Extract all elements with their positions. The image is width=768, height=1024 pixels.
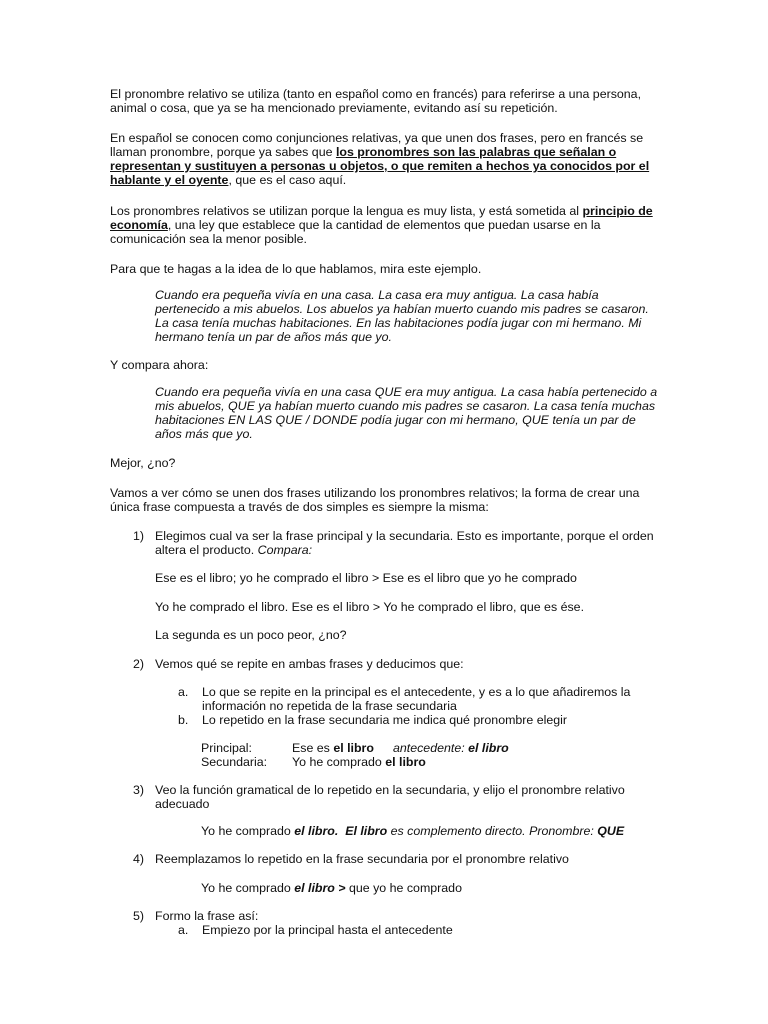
- compara-label: Compara:: [257, 543, 313, 557]
- step4-example: [201, 881, 660, 895]
- step-number: 3): [133, 783, 145, 797]
- step5-text: Formo la frase así:: [155, 909, 259, 923]
- example-bold: el libro.: [294, 824, 339, 838]
- step2-text: Vemos qué se repite en ambas frases y deducimos que:: [155, 657, 464, 671]
- repeated-word: el libro: [385, 755, 426, 769]
- step1-example-b: Yo he comprado el libro. Ese es el libro > Yo he comprado el libro, que es ése.: [155, 600, 585, 614]
- pronoun-que: QUE: [597, 824, 625, 838]
- step2-b-text: Lo repetido en la frase secundaria me indica qué pronombre elegir: [202, 713, 568, 727]
- example-bold: el libro >: [294, 881, 346, 895]
- row-sentence: [292, 755, 426, 769]
- sub-label: a.: [178, 923, 189, 937]
- repeated-word: el libro: [333, 741, 374, 755]
- paragraph-economy: [110, 204, 660, 246]
- paragraph-method: Vamos a ver cómo se unen dos frases utilizando los pronombres relativos; la forma de crear una única frase compuesta a través de dos simples es siempre la misma:: [110, 486, 640, 514]
- step-number: 2): [133, 657, 145, 671]
- step2-a-text: Lo que se repite en la principal es el antecedente, y es a lo que añadiremos la información no repetida de la frase secundaria: [202, 685, 631, 713]
- row-sentence: [292, 741, 374, 755]
- example-bold: El libro: [345, 824, 388, 838]
- row-label: Secundaria:: [201, 755, 268, 769]
- paragraph-compare: Y compara ahora:: [110, 358, 209, 372]
- step5-a-text: Empiezo por la principal hasta el antecedente: [202, 923, 453, 937]
- paragraph-example-intro: Para que te hagas a la idea de lo que hablamos, mira este ejemplo.: [110, 262, 482, 276]
- antecedent-note: [393, 741, 509, 755]
- step-number: 1): [133, 529, 145, 543]
- example-text: que yo he comprado: [345, 881, 462, 895]
- row-text: Ese es: [292, 741, 334, 755]
- example-italic: es complemento directo. Pronombre:: [387, 824, 598, 838]
- example-text: Yo he comprado: [201, 881, 295, 895]
- step1-example-a: Ese es el libro; yo he comprado el libro > Ese es el libro que yo he comprado: [155, 571, 577, 585]
- paragraph-text: , una ley que establece que la cantidad de elementos que puedan usarse en la comunicación sea la menor posible.: [110, 218, 601, 246]
- antecedent-label: antecedente:: [393, 741, 469, 755]
- step4-text: Reemplazamos lo repetido en la frase secundaria por el pronombre relativo: [155, 852, 569, 866]
- step-number: 5): [133, 909, 145, 923]
- sub-label: b.: [178, 713, 189, 727]
- example-text: Yo he comprado: [201, 824, 295, 838]
- step-text: Elegimos cual va ser la frase principal y la secundaria. Esto es importante, porque el orden altera el producto.: [155, 529, 654, 557]
- paragraph-better: Mejor, ¿no?: [110, 456, 176, 470]
- paragraph-intro: El pronombre relativo se utiliza (tanto en español como en francés) para referirse a una persona, animal o cosa, que ya se ha mencionado previamente, evitando así su repetición.: [110, 87, 642, 115]
- paragraph-text: Los pronombres relativos se utilizan porque la lengua es muy lista, y está sometida al: [110, 204, 583, 218]
- step-number: 4): [133, 852, 145, 866]
- example-text: Cuando era pequeña vivía en una casa QUE era muy antigua. La casa había pertenecido a mis abuelos, QUE ya habían muerto cuando mis padres se casaron. La casa tenía muchas habitaciones EN LAS QUE / DONDE podía jugar con mi hermano, QUE tenía un par de años más que yo.: [155, 385, 658, 441]
- economy-principle: principio de economía: [110, 204, 653, 232]
- pronoun-definition: los pronombres son las palabras que señalan o representan y sustituyen a personas u objetos, o que remiten a hechos ya conocidos por el hablante y el oyente: [110, 145, 650, 187]
- step3-text: Veo la función gramatical de lo repetido en la secundaria, y elijo el pronombre relativo adecuado: [155, 783, 625, 811]
- step3-example: [201, 824, 660, 838]
- sub-label: a.: [178, 685, 189, 699]
- example-text: Cuando era pequeña vivía en una casa. La casa era muy antigua. La casa había pertenecido a mis abuelos. Los abuelos ya habían muerto cuando mis padres se casaron. La casa tenía muchas habitaciones. En las habitaciones podía jugar con mi hermano. Mi hermano tenía un par de años más que yo.: [155, 288, 649, 344]
- step1-text: [155, 529, 660, 557]
- row-label: Principal:: [201, 741, 252, 755]
- example-simple: [155, 288, 660, 344]
- antecedent-word: el libro: [468, 741, 509, 755]
- row-text: Yo he comprado: [292, 755, 386, 769]
- step1-note: La segunda es un poco peor, ¿no?: [155, 628, 347, 642]
- paragraph-text: En español se conocen como conjunciones relativas, ya que unen dos frases, pero en francés se llaman pronombre, porque ya sabes que: [110, 131, 644, 159]
- paragraph-conjunctions: [110, 131, 660, 187]
- paragraph-text: , que es el caso aquí.: [228, 173, 347, 187]
- example-relative: [155, 385, 660, 441]
